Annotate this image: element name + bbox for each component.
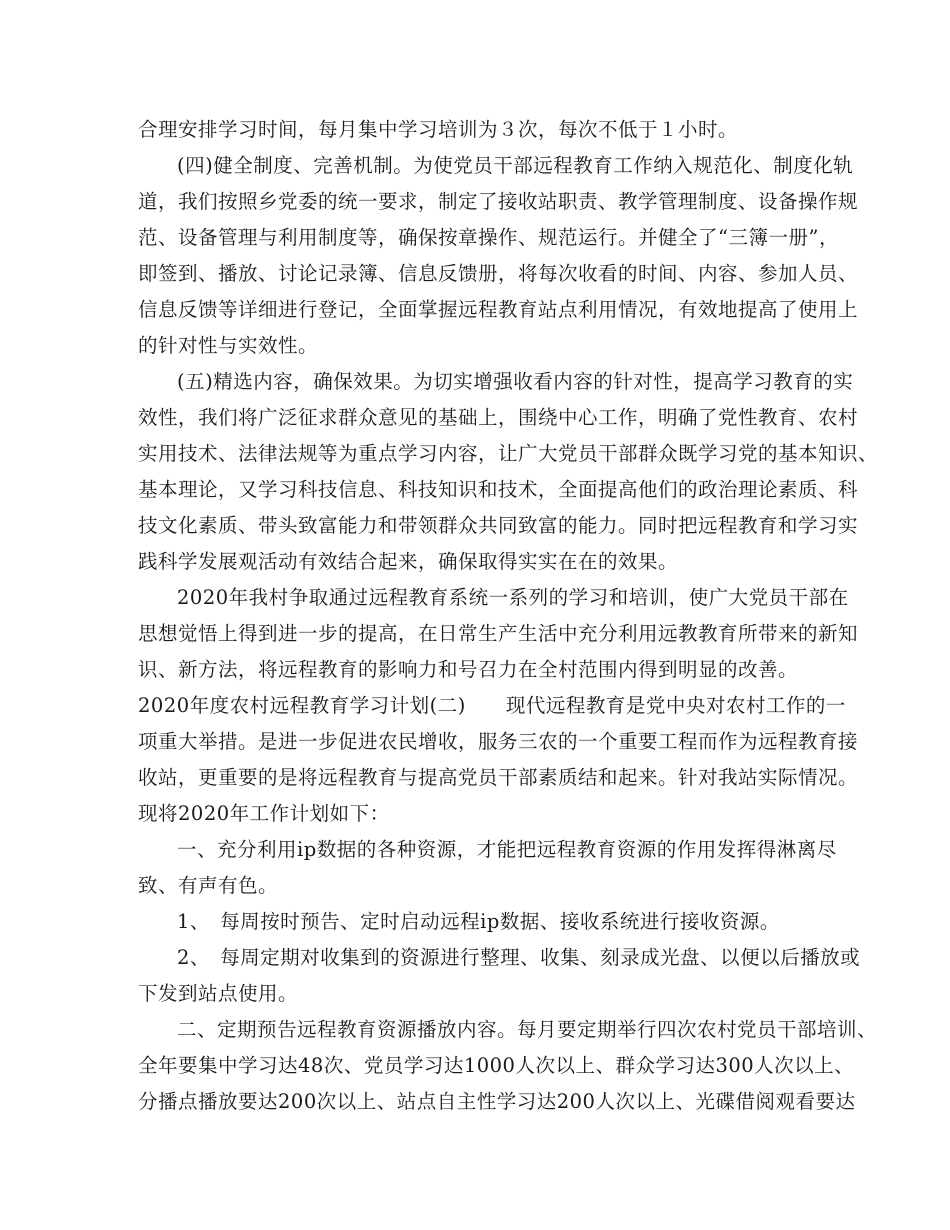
text-line-18: 项重大举措。是进一步促进农民增收，服务三农的一个重要工程而作为远程教育接 <box>138 730 859 753</box>
text-line-1: 合理安排学习时间，每月集中学习培训为３次，每次不低于１小时。 <box>138 118 739 141</box>
text-line-17: 2020年度农村远程教育学习计划(二) 现代远程教育是党中央对农村工作的一 <box>138 694 846 717</box>
text-line-28: 分播点播放要达200次以上、站点自主性学习达200人次以上、光碟借阅观看要达 <box>138 1090 856 1113</box>
text-line-25: 下发到站点使用。 <box>138 982 299 1005</box>
text-line-6: 信息反馈等详细进行登记，全面掌握远程教育站点利用情况，有效地提高了使用上 <box>138 298 859 321</box>
text-line-13: 践科学发展观活动有效结合起来，确保取得实实在在的效果。 <box>138 550 679 573</box>
document-body <box>138 112 879 1120</box>
text-line-10: 实用技术、法律法规等为重点学习内容，让广大党员干部群众既学习党的基本知识、 <box>138 442 879 465</box>
text-line-9: 效性，我们将广泛征求群众意见的基础上，围绕中心工作，明确了党性教育、农村 <box>138 406 859 429</box>
text-line-8: (五)精选内容，确保效果。为切实增强收看内容的针对性，提高学习教育的实 <box>177 370 854 393</box>
text-line-22: 致、有声有色。 <box>138 874 279 897</box>
text-line-16: 识、新方法，将远程教育的影响力和号召力在全村范围内得到明显的改善。 <box>138 658 799 681</box>
text-line-26: 二、定期预告远程教育资源播放内容。每月要定期举行四次农村党员干部培训、 <box>177 1018 878 1041</box>
text-line-5: 即签到、播放、讨论记录簿、信息反馈册，将每次收看的时间、内容、参加人员、 <box>138 262 859 285</box>
text-line-15: 思想觉悟上得到进一步的提高，在日常生产生活中充分利用远教教育所带来的新知 <box>138 622 859 645</box>
text-line-19: 收站，更重要的是将远程教育与提高党员干部素质结和起来。针对我站实际情况。 <box>138 766 859 789</box>
text-line-14: 2020年我村争取通过远程教育系统一系列的学习和培训，使广大党员干部在 <box>177 586 849 609</box>
text-line-24: 2、 每周定期对收集到的资源进行整理、收集、刻录成光盘、以便以后播放或 <box>177 946 861 969</box>
text-line-4: 范、设备管理与利用制度等，确保按章操作、规范运行。并健全了“三簿一册”， <box>138 226 839 249</box>
text-line-11: 基本理论，又学习科技信息、科技知识和技术，全面提高他们的政治理论素质、科 <box>138 478 859 501</box>
text-line-3: 道，我们按照乡党委的统一要求，制定了接收站职责、教学管理制度、设备操作规 <box>138 190 859 213</box>
text-line-2: (四)健全制度、完善机制。为使党员干部远程教育工作纳入规范化、制度化轨 <box>177 154 854 177</box>
text-line-23: 1、 每周按时预告、定时启动远程ip数据、接收系统进行接收资源。 <box>177 910 780 933</box>
text-line-21: 一、充分利用ip数据的各种资源，才能把远程教育资源的作用发挥得淋离尽 <box>177 838 837 861</box>
text-line-12: 技文化素质、带头致富能力和带领群众共同致富的能力。同时把远程教育和学习实 <box>138 514 859 537</box>
text-line-7: 的针对性与实效性。 <box>138 334 319 357</box>
text-line-20: 现将2020年工作计划如下： <box>138 802 390 825</box>
text-line-27: 全年要集中学习达48次、党员学习达1000人次以上、群众学习达300人次以上、 <box>138 1054 855 1077</box>
